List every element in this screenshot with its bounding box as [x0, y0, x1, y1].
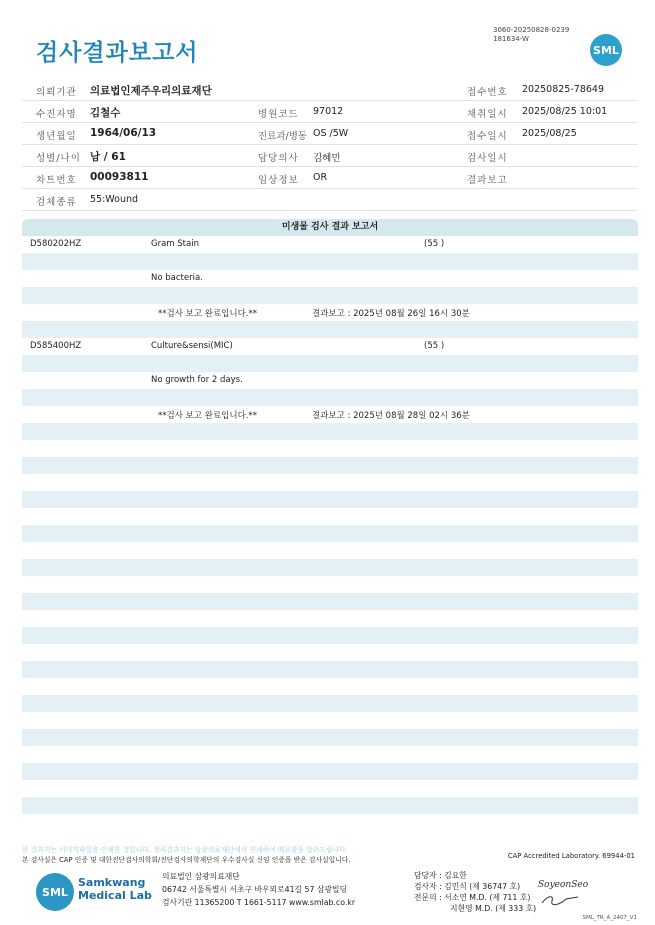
result-row	[22, 491, 638, 508]
chart-no-value: 00093811	[90, 171, 149, 183]
result-row	[22, 287, 638, 304]
chart-no-label: 차트번호	[36, 175, 77, 186]
result-row	[22, 270, 638, 287]
results-section	[22, 219, 638, 831]
result-row	[22, 763, 638, 780]
result-row	[22, 525, 638, 542]
info-row-name	[22, 101, 638, 123]
result-code: D585400HZ	[30, 341, 82, 351]
report-label: 결과보고	[467, 175, 508, 186]
dob-label: 생년월일	[36, 131, 77, 142]
lab-contact: 검사기관 11365200 T 1661-5117 www.smlab.co.kr	[162, 898, 356, 907]
notice-cap: 본 검사실은 CAP 인증 및 대한진단검사의학회/진단검사의학재단의 우수검사실 신임 인증을 받은 검사실입니다.	[22, 856, 351, 864]
result-row	[22, 440, 638, 457]
result-row	[22, 508, 638, 525]
clinical-label: 임상정보	[258, 175, 299, 186]
info-row-sex-age	[22, 145, 638, 167]
logo-line1: Samkwang	[78, 876, 146, 889]
result-row	[22, 593, 638, 610]
result-row	[22, 712, 638, 729]
signature-image: SoyeonSeo	[538, 880, 589, 890]
info-row-chart	[22, 167, 638, 189]
result-row	[22, 610, 638, 627]
result-row	[22, 542, 638, 559]
result-row	[22, 253, 638, 270]
result-row	[22, 474, 638, 491]
result-row	[22, 321, 638, 338]
result-row	[22, 814, 638, 831]
result-row	[22, 644, 638, 661]
exam-date-label: 검사일시	[467, 153, 508, 164]
staff-manager: 담당자 : 김요한	[414, 871, 467, 880]
footer-notice	[22, 844, 350, 864]
doctor-label: 담당의사	[258, 153, 299, 164]
dob-value: 1964/06/13	[90, 127, 157, 139]
dept-value: OS /5W	[313, 128, 349, 139]
notice-faint: 본 결과지는 이미지파일을 인쇄한 것입니다. 정식결과지는 삼광의료재단에서 인쇄하여 배포함을 알려드립니다.	[22, 846, 348, 854]
lab-info	[162, 870, 355, 909]
hospital-code-value: 97012	[313, 106, 344, 117]
result-status: **검사 보고 완료입니다.**	[158, 411, 258, 421]
lab-name: 의료법인 삼광의료재단	[162, 872, 240, 881]
result-row	[22, 236, 638, 253]
info-row-specimen	[22, 189, 638, 211]
result-row	[22, 797, 638, 814]
patient-info-table	[22, 79, 638, 211]
result-row	[22, 559, 638, 576]
result-row	[22, 389, 638, 406]
form-id: SML_TR_A_2407_V1	[582, 915, 637, 921]
result-row	[22, 678, 638, 695]
result-row	[22, 423, 638, 440]
results-list	[22, 236, 638, 831]
institution-label: 의뢰기관	[36, 87, 77, 98]
result-report-time: 결과보고 : 2025년 08월 26일 16시 30분	[312, 309, 470, 319]
receipt-date-label: 접수일시	[467, 131, 508, 142]
doctor-value: 김혜민	[313, 153, 341, 164]
hospital-code-label: 병원코드	[258, 109, 299, 120]
specimen-value: 55:Wound	[90, 194, 139, 205]
result-row	[22, 576, 638, 593]
footer-logo-text	[78, 876, 152, 902]
name-label: 수진자명	[36, 109, 77, 120]
result-name: No bacteria.	[151, 273, 203, 283]
clinical-value: OR	[313, 172, 328, 183]
result-name: Culture&sensi(MIC)	[151, 341, 233, 351]
staff-specialist1: 전문의 : 서소연 M.D. (제 711 호)	[414, 893, 531, 902]
result-row	[22, 661, 638, 678]
result-row	[22, 780, 638, 797]
result-specimen: (55 )	[424, 341, 445, 351]
document-id	[493, 26, 569, 44]
result-row	[22, 338, 638, 355]
dept-label: 진료과/병동	[258, 131, 308, 142]
document-id-line1: 3060-20250828-0239	[493, 26, 570, 34]
document-id-line2: 181634-W	[493, 35, 529, 43]
result-specimen: (55 )	[424, 239, 445, 249]
result-report-time: 결과보고 : 2025년 08월 28일 02시 36분	[312, 411, 470, 421]
page-title: 검사결과보고서	[36, 40, 199, 66]
signature2-image	[540, 893, 580, 907]
sex-age-label: 성별/나이	[36, 153, 81, 164]
receipt-no-label: 접수번호	[467, 87, 508, 98]
info-row-institution	[22, 79, 638, 101]
result-row	[22, 627, 638, 644]
info-row-dob	[22, 123, 638, 145]
result-row	[22, 372, 638, 389]
sex-age-value: 남 / 61	[90, 151, 126, 163]
result-row	[22, 355, 638, 372]
receipt-no-value: 20250825-78649	[522, 84, 605, 95]
lab-address: 06742 서울특별시 서초구 바우뫼로41길 57 삼광빌딩	[162, 885, 348, 894]
footer-logo	[36, 873, 74, 911]
specimen-label: 검체종류	[36, 197, 77, 208]
result-row	[22, 729, 638, 746]
name-value: 김철수	[90, 107, 121, 119]
collect-date-value: 2025/08/25 10:01	[522, 106, 608, 117]
staff-info	[414, 870, 536, 914]
result-status: **검사 보고 완료입니다.**	[158, 309, 258, 319]
result-row	[22, 746, 638, 763]
result-row	[22, 406, 638, 423]
result-row	[22, 304, 638, 321]
result-name: No growth for 2 days.	[151, 375, 243, 385]
sml-logo-icon: SML	[36, 873, 74, 911]
result-code: D580202HZ	[30, 239, 82, 249]
result-row	[22, 457, 638, 474]
result-row	[22, 695, 638, 712]
sml-logo-icon: SML	[590, 34, 622, 66]
cap-accreditation: CAP Accredited Laboratory. 69944-01	[507, 852, 635, 860]
staff-tester: 검사자 : 김민식 (제 36747 호)	[414, 882, 521, 891]
staff-specialist2: 지현영 M.D. (제 333 호)	[450, 904, 537, 913]
logo-line2: Medical Lab	[78, 889, 152, 902]
results-section-title: 미생물 검사 결과 보고서	[22, 219, 638, 236]
collect-date-label: 채취일시	[467, 109, 508, 120]
receipt-date-value: 2025/08/25	[522, 128, 577, 139]
result-name: Gram Stain	[151, 239, 199, 249]
institution-value: 의료법인제주우리의료재단	[90, 85, 212, 97]
